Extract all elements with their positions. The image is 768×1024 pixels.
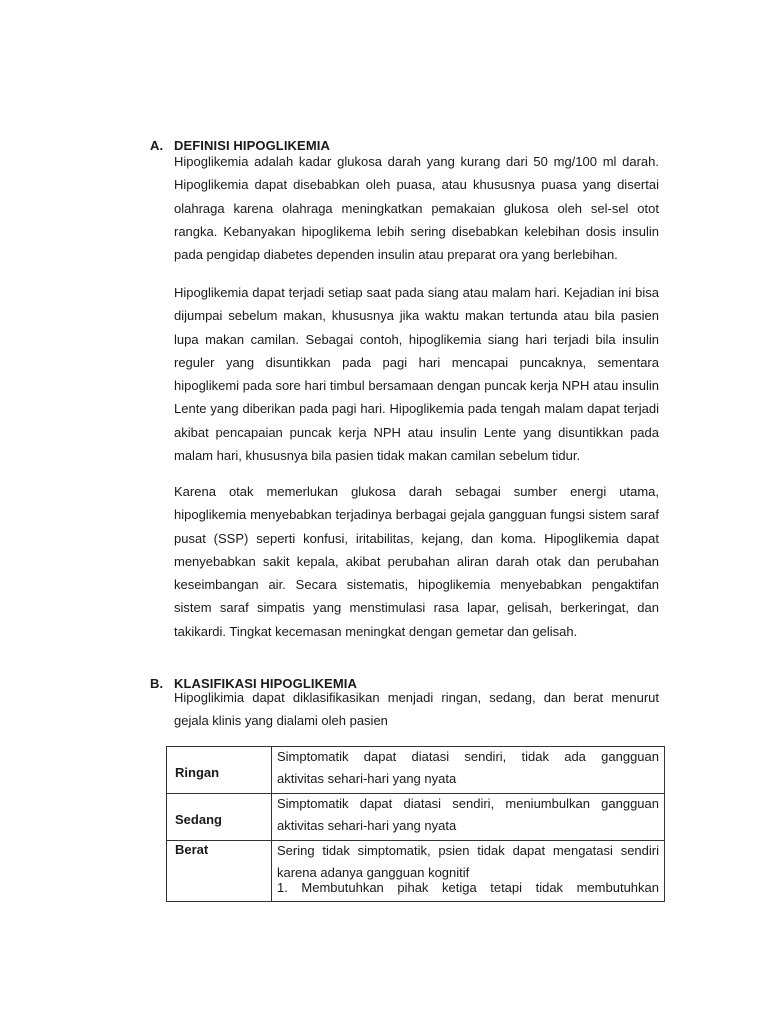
severity-label-sedang: Sedang [175,812,222,827]
description-line: Simptomatik dapat diatasi sendiri, tidak ada gangguan [277,749,659,764]
section-a-paragraph-3: Karena otak memerlukan glukosa darah sebagai sumber energi utama, hipoglikemia menyebabkan terjadinya berbagai gejala gangguan fungsi sistem saraf pusat (SSP) seperti konfusi, iritabilitas, kejang, dan koma. Hipoglikemia dapat menyebabkan sakit kepala, akibat perubahan aliran darah otak dan perubahan keseimbangan air. Secara sistematis, hipoglikemia menyebabkan pengaktifan sistem saraf simpatis yang menstimulasi rasa lapar, gelisah, berkeringat, dan takikardi. Tingkat kecemasan meningkat dengan gemetar dan gelisah. [174,484,659,639]
section-a-letter: A. [150,138,164,153]
classification-table [166,746,665,902]
description-line: karena adanya gangguan kognitif [277,865,470,880]
section-b-intro: Hipoglikimia dapat diklasifikasikan menjadi ringan, sedang, dan berat menurut gejala klinis yang dialami oleh pasien [174,690,659,729]
section-b-letter: B. [150,676,164,691]
section-b-title: KLASIFIKASI HIPOGLIKEMIA [174,676,357,691]
table-cell-label [167,841,272,902]
section-a-paragraph-2: Hipoglikemia dapat terjadi setiap saat pada siang atau malam hari. Kejadian ini bisa dijumpai sebelum makan, khususnya jika waktu makan tertunda atau bila pasien lupa makan camilan. Sebagai contoh, hipoglikemia siang hari terjadi bila insulin reguler yang disuntikkan pada pagi hari mencapai puncaknya, sementara hipoglikemi pada sore hari timbul bersamaan dengan puncak kerja NPH atau insulin Lente yang diberikan pada pagi hari. Hipoglikemia pada tengah malam dapat terjadi akibat pencapaian puncak kerja NPH atau insulin Lente yang disuntikkan pada malam hari, khususnya bila pasien tidak makan camilan sebelum tidur. [174,285,659,464]
description-line: aktivitas sehari-hari yang nyata [277,771,457,786]
description-line: aktivitas sehari-hari yang nyata [277,818,457,833]
severity-label-ringan: Ringan [175,765,220,780]
table-row [167,841,665,902]
section-a-paragraph-1: Hipoglikemia adalah kadar glukosa darah yang kurang dari 50 mg/100 ml darah. Hipoglikemia dapat disebabkan oleh puasa, atau khususnya puasa yang disertai olahraga karena olahraga meningkatkan pemakaian glukosa oleh sel-sel otot rangka. Kebanyakan hipoglikema lebih sering disebabkan kelebihan dosis insulin pada pengidap diabetes dependen insulin atau preparat ora yang berlebihan. [174,154,659,263]
table-row [167,747,665,794]
table-cell-label [167,794,272,841]
description-line: Sering tidak simptomatik, psien tidak dapat mengatasi sendiri [277,843,659,858]
description-line: Simptomatik dapat diatasi sendiri, meniumbulkan gangguan [277,796,659,811]
table-cell-label [167,747,272,794]
table-cell-description [272,747,665,794]
section-a-title: DEFINISI HIPOGLIKEMIA [174,138,330,153]
severity-label-berat: Berat [175,842,209,857]
table-cell-description [272,794,665,841]
table-cell-description [272,841,665,902]
table-row [167,794,665,841]
list-item: 1. Membutuhkan pihak ketiga tetapi tidak membutuhkan [277,880,659,895]
